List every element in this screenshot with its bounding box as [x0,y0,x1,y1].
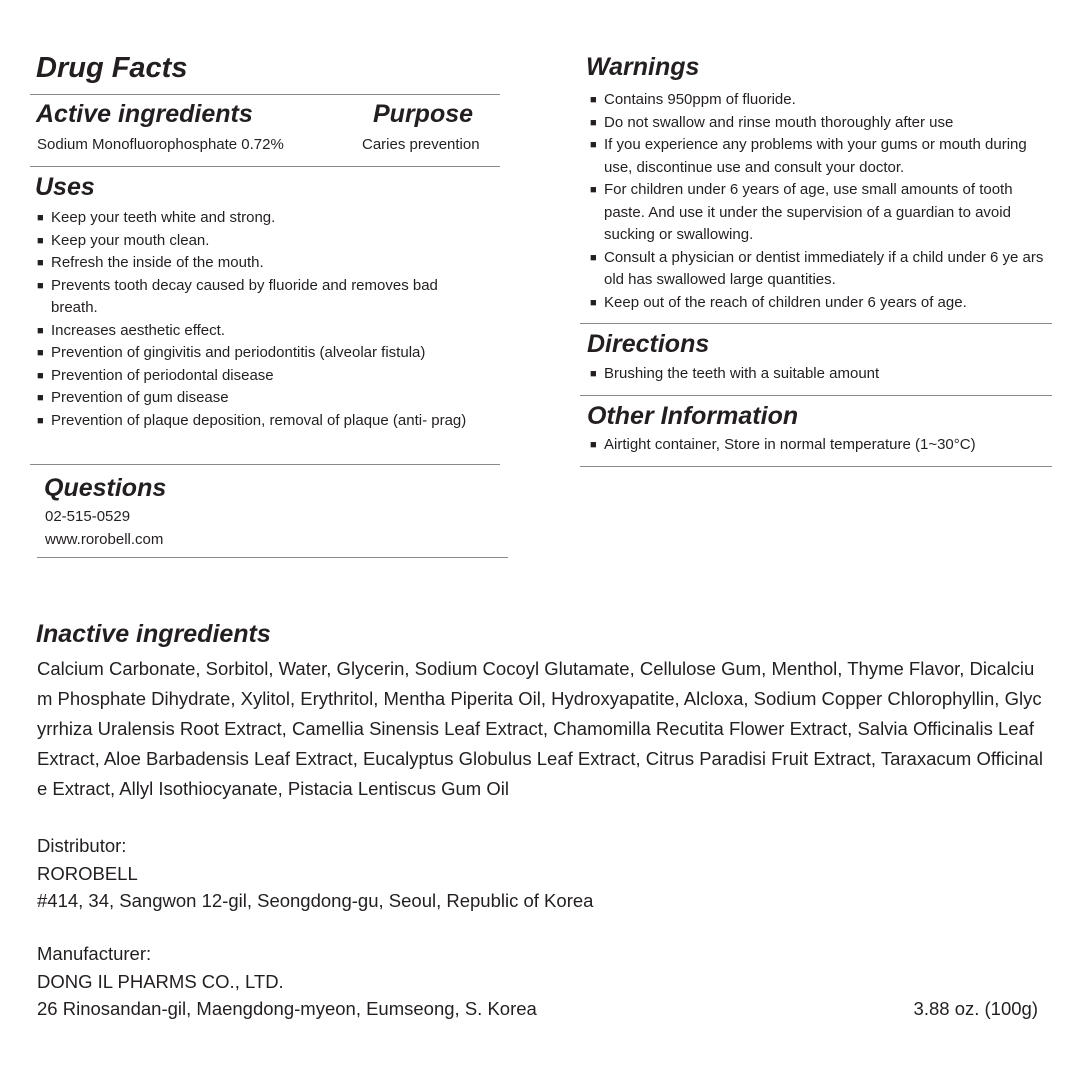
distributor-block [37,832,937,915]
list-item: ■ Prevention of periodontal disease [37,365,467,388]
list-item: ■ Airtight container, Store in normal temperature (1~30°C) [590,434,1052,457]
questions-website[interactable]: www.rorobell.com [45,531,164,548]
uses-list [37,207,467,432]
active-ingredient-text: Sodium Monofluorophosphate 0.72% [37,136,284,153]
list-item: ■ Brushing the teeth with a suitable amount [590,363,1052,386]
warnings-heading: Warnings [586,53,700,81]
manufacturer-address: 26 Rinosandan-gil, Maengdong-myeon, Eumseong, S. Korea [37,998,537,1019]
manufacturer-block [37,940,837,1023]
manufacturer-name: DONG IL PHARMS CO., LTD. [37,970,284,992]
list-item: ■ Increases aesthetic effect. [37,320,467,343]
list-item: ■ Prevents tooth decay caused by fluoride and removes bad breath. [37,275,467,320]
net-weight: 3.88 oz. (100g) [913,998,1038,1019]
divider [30,166,500,167]
divider [580,466,1052,467]
active-ingredients-heading: Active ingredients [36,100,253,128]
divider [37,557,508,558]
distributor-name: ROROBELL [37,862,138,884]
questions-phone: 02-515-0529 [45,508,131,525]
list-item: ■ Prevention of plaque deposition, removal of plaque (anti- prag) [37,410,467,433]
list-item: ■ For children under 6 years of age, use small amounts of tooth paste. And use it under the supervision of a guardian to avoid sucking or swallowing. [590,179,1052,247]
distributor-label: Distributor: [37,835,127,856]
list-item: ■ Keep out of the reach of children under 6 years of age. [590,292,1052,315]
list-item: ■ Prevention of gum disease [37,387,467,410]
divider [30,94,500,95]
list-item: ■ Keep your teeth white and strong. [37,207,467,230]
uses-heading: Uses [35,173,95,201]
list-item: ■ Consult a physician or dentist immediately if a child under 6 ye ars old has swallowed large quantities. [590,247,1052,292]
inactive-ingredients-text: Calcium Carbonate, Sorbitol, Water, Glycerin, Sodium Cocoyl Glutamate, Cellulose Gum, Menthol, Thyme Flavor, Dicalcium Phosphate Dihydrate, Xylitol, Erythritol, Mentha Piperita Oil, Hydroxyapatite, Alcloxa, Sodium Copper Chlorophyllin, Glycyrrhiza Uralensis Root Extract, Camellia Sinensis Leaf Extract, Chamomilla Recutita Flower Extract, Salvia Officinalis Leaf Extract, Aloe Barbadensis Leaf Extract, Eucalyptus Globulus Leaf Extract, Citrus Paradisi Fruit Extract, Taraxacum Officinale Extract, Allyl Isothiocyanate, Pistacia Lentiscus Gum Oil [37,658,1043,799]
divider [30,464,500,465]
directions-list [590,363,1052,386]
inactive-ingredients-heading: Inactive ingredients [36,620,271,648]
distributor-address: #414, 34, Sangwon 12-gil, Seongdong-gu, Seoul, Republic of Korea [37,890,594,911]
list-item: ■ If you experience any problems with your gums or mouth during use, discontinue use and consult your doctor. [590,134,1052,179]
divider [580,395,1052,396]
manufacturer-label: Manufacturer: [37,943,152,964]
list-item: ■ Do not swallow and rinse mouth thoroughly after use [590,112,1052,135]
list-item: ■ Prevention of gingivitis and periodontitis (alveolar fistula) [37,342,467,365]
warnings-list [590,89,1052,314]
list-item: ■ Refresh the inside of the mouth. [37,252,467,275]
purpose-heading: Purpose [373,100,474,128]
list-item: ■ Contains 950ppm of fluoride. [590,89,1052,112]
directions-heading: Directions [587,330,710,358]
drug-facts-title: Drug Facts [36,52,188,84]
other-information-list [590,434,1052,457]
divider [580,323,1052,324]
other-information-heading: Other Information [587,402,799,430]
list-item: ■ Keep your mouth clean. [37,230,467,253]
questions-heading: Questions [44,474,167,502]
purpose-text: Caries prevention [362,136,480,153]
